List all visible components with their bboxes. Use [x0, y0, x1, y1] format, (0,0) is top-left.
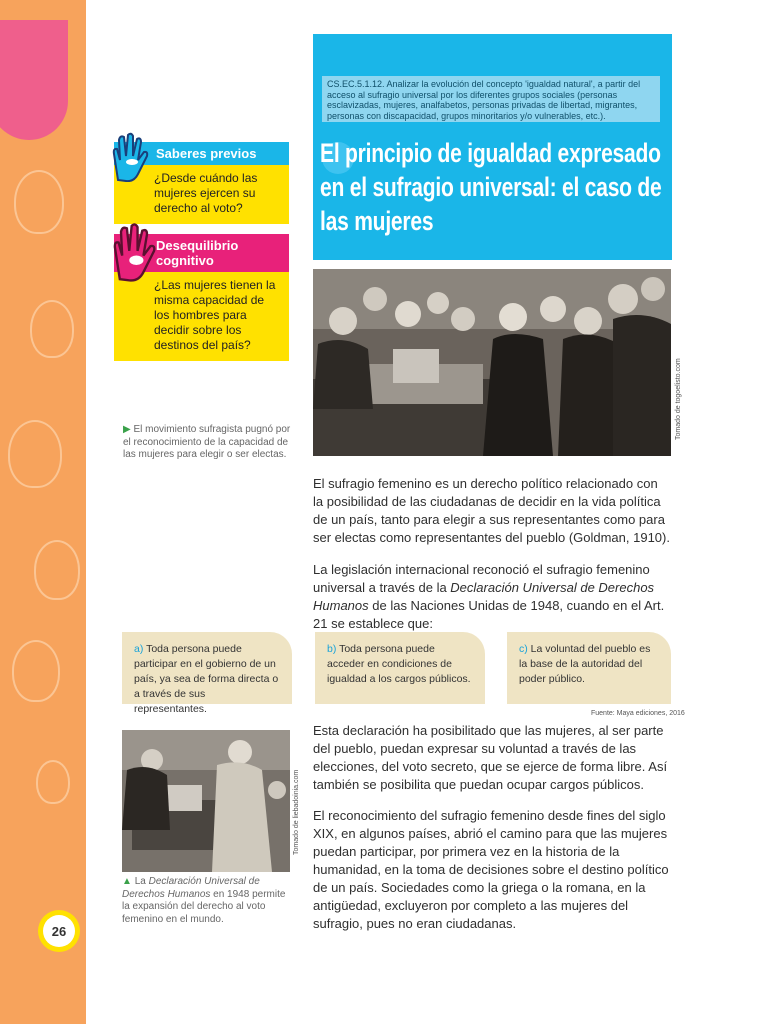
page-number-text: 26 — [43, 915, 75, 947]
paragraph-2-text-b: de las Naciones Unidas de 1948, cuando en el Art. 21 se establece que: — [313, 598, 665, 631]
paragraph-2 — [313, 561, 671, 633]
caption-triangle-icon: ▶ — [123, 424, 131, 435]
article-card-a — [122, 632, 292, 715]
card-c-text: La voluntad del pueblo es la base de la autoridad del poder público. — [519, 643, 651, 685]
photo2-caption — [122, 876, 292, 926]
hand-outline-icon — [30, 300, 74, 358]
photo2-credit: Tomado de liebadoinia.com — [293, 769, 300, 855]
paragraph-4: El reconocimiento del sufragio femenino desde fines del siglo XIX, en algunos países, abrió el camino para que las mujeres puedan participar, por primera vez en la historia de la humanidad, en la toma de decisiones sobre el destino político de un país. Sociedades como la griega o la romana, en la antigüedad, excluyeron por completo a las mujeres del sufragio, pues no eran ciudadanas. — [313, 808, 669, 931]
suffragist-voting-photo — [313, 269, 671, 456]
skill-code: CS.EC.5.1.12. Analizar la evolución del concepto 'igualdad natural', a partir del acceso al sufragio universal por los diferentes grupos sociales (personas esclavizadas, mujeres, analfabetos, personas privadas de libertad, migrantes, personas con discapacidad, grupos minoritarios y/o vulnerables, etc.). — [322, 76, 660, 122]
saberes-previos-heading: Saberes previos — [114, 142, 289, 165]
pink-hand-icon — [108, 222, 160, 282]
photo1-caption-text: El movimiento sufragista pugnó por el reconocimiento de la capacidad de las mujeres para elegir o ser electas. — [123, 424, 291, 460]
card-b-text: Toda persona puede acceder en condiciones de igualdad a los cargos públicos. — [327, 643, 471, 685]
hand-outline-icon — [8, 420, 62, 488]
left-decorative-band — [0, 0, 86, 1024]
article-card-c — [507, 632, 671, 704]
photo2-caption-text-a: La — [134, 876, 149, 887]
hand-outline-icon — [36, 760, 70, 804]
blue-hand-icon — [108, 132, 152, 182]
photo-illustration-2 — [122, 730, 290, 872]
article-card-b — [315, 632, 485, 704]
pink-shape — [0, 20, 68, 140]
page-title: El principio de igualdad expresado en el sufragio universal: el caso de las mujeres — [320, 138, 662, 236]
paragraph-1: El sufragio femenino es un derecho político relacionado con la posibilidad de las ciudadanas de decidir en la vida política de un país, tanto para elegir a sus representantes como para ser electas como representantes del pueblo (Goldman, 1910). — [313, 476, 670, 545]
desequilibrio-cognitivo-heading: Desequilibrio cognitivo — [114, 234, 289, 272]
card-b-letter: b) — [327, 643, 337, 655]
hand-outline-icon — [12, 640, 60, 702]
card-a-letter: a) — [134, 643, 144, 655]
paragraph-2-text-a: La legislación internacional reconoció el sufragio femenino universal a través de la — [313, 562, 650, 595]
woman-voting-photo — [122, 730, 290, 872]
paragraph-3: Esta declaración ha posibilitado que las mujeres, al ser parte del pueblo, puedan expresar su voluntad a través de las elecciones, del voto secreto, que se ejerce de forma libre. Así también se posibilita que puedan ocupar cargos públicos. — [313, 723, 668, 792]
hand-outline-icon — [14, 170, 64, 234]
hand-outline-icon — [34, 540, 80, 600]
paragraph-2-emphasis: Declaración Universal de Derechos Humanos — [313, 580, 655, 613]
photo1-caption — [123, 424, 293, 462]
desequilibrio-cognitivo-text: ¿Las mujeres tienen la misma capacidad de los hombres para decidir sobre los destinos del país? — [114, 272, 289, 361]
caption-triangle-icon: ▲ — [122, 876, 132, 887]
photo1-credit: Tomado de togoelisto.com — [675, 358, 682, 440]
card-a-text: Toda persona puede participar en el gobierno de un país, ya sea de forma directa o a través de sus representantes. — [134, 643, 279, 715]
saberes-previos-text: ¿Desde cuándo las mujeres ejercen su derecho al voto? — [114, 165, 289, 224]
photo2-caption-emphasis: Declaración Universal de Derechos Humanos — [122, 876, 260, 900]
photo-illustration — [313, 269, 671, 456]
photo2-caption-text-b: en 1948 permite la expansión del derecho al voto femenino en el mundo. — [122, 888, 286, 925]
page-number — [38, 910, 80, 952]
card-c-letter: c) — [519, 643, 528, 655]
source-note: Fuente: Maya ediciones, 2016 — [591, 710, 685, 717]
